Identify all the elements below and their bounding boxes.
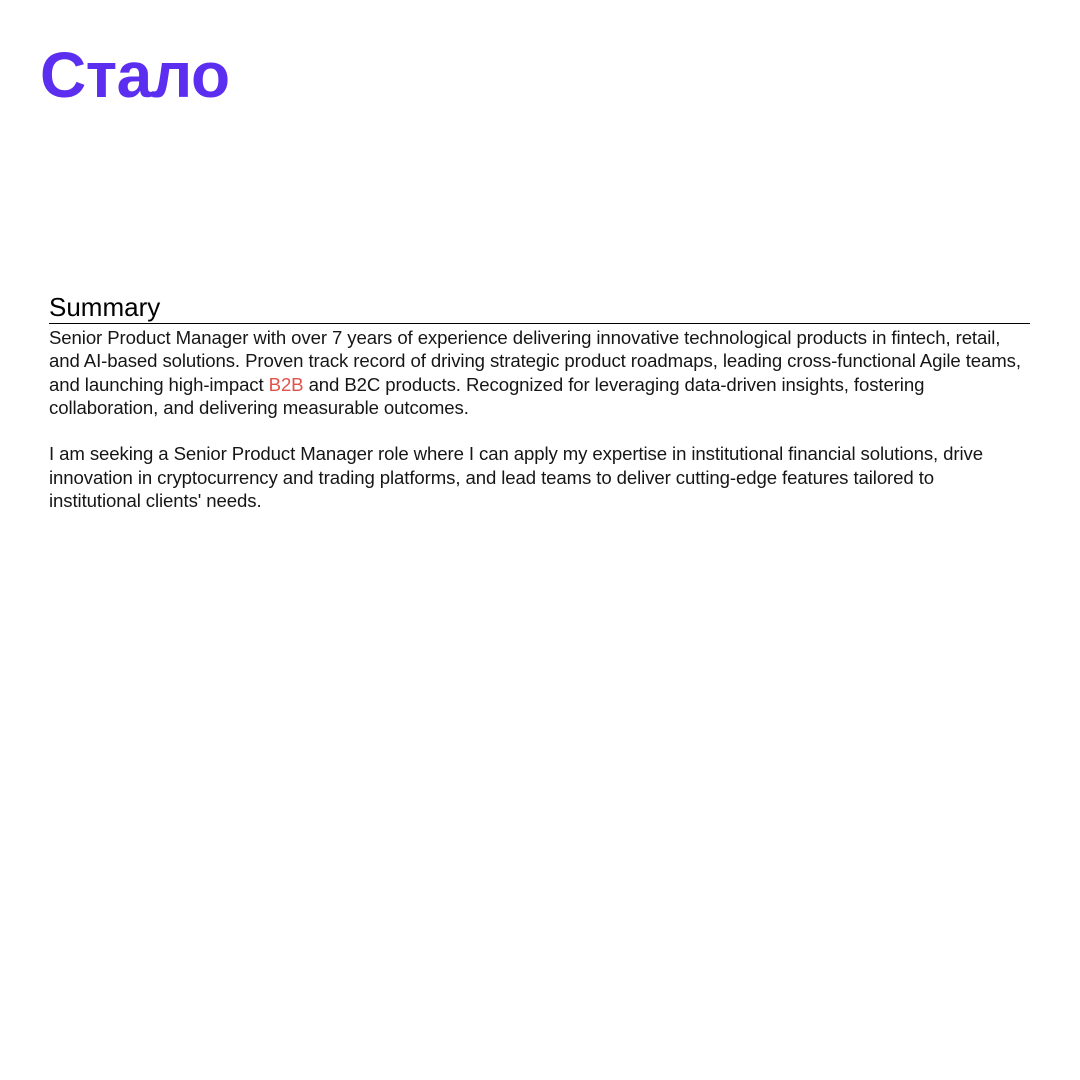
- page-title: Стало: [40, 39, 230, 111]
- summary-paragraph-1-end: and B2C products. Recognized for leveraging data-driven insights, fostering collaboration, and delivering measurable outcomes.: [49, 373, 925, 418]
- summary-paragraph-1-start: Senior Product Manager with over 7 years of experience delivering innovative technological products in fintech, retail, and AI-based solutions. Proven track record of driving strategic product roadmaps, leading cross-functional Agile teams, and launching high-impact: [49, 327, 1021, 395]
- highlighted-term: B2B: [268, 373, 304, 395]
- summary-paragraph-2: I am seeking a Senior Product Manager role where I can apply my expertise in institutional financial solutions, drive innovation in cryptocurrency and trading platforms, and lead teams to deliver cutting-edge features tailored to institutional clients' needs.: [49, 443, 983, 512]
- summary-section: [49, 291, 1030, 512]
- summary-heading: Summary: [49, 291, 1030, 324]
- summary-paragraph-1: [49, 326, 1030, 419]
